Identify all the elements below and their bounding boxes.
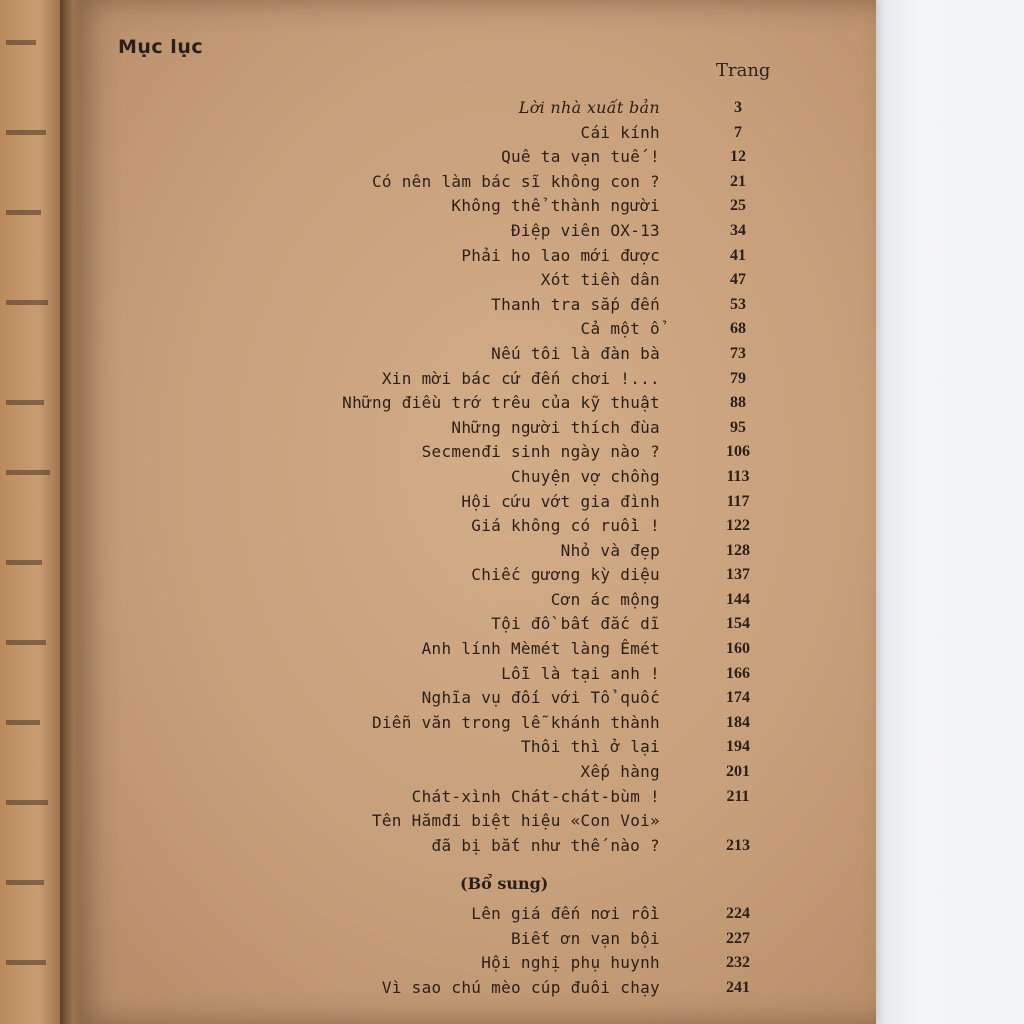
toc-entry-page: 7 xyxy=(734,123,742,141)
toc-entry xyxy=(280,416,800,441)
toc-entry-page: 53 xyxy=(730,295,746,313)
toc-entry-page: 25 xyxy=(730,197,746,215)
toc-entry-title: Giá không có ruồi ! xyxy=(471,516,660,536)
toc-entry xyxy=(280,539,800,564)
toc-entry-page: 166 xyxy=(726,664,750,682)
toc-entry xyxy=(280,976,800,1001)
bleed-text-line xyxy=(6,960,46,965)
toc-entry xyxy=(280,170,800,195)
toc-entry-title: Thanh tra sắp đến xyxy=(491,294,660,314)
toc-entry-title: Quê ta vạn tuế ! xyxy=(501,147,660,167)
toc-entry-page: 224 xyxy=(726,905,750,922)
toc-entry-page: 201 xyxy=(726,763,750,781)
toc-entry xyxy=(280,735,800,760)
toc-entry-title: Có nên làm bác sĩ không con ? xyxy=(371,171,660,191)
toc-entry xyxy=(280,662,800,687)
toc-entry-page: 12 xyxy=(730,148,746,166)
toc-entry xyxy=(280,686,800,711)
bleed-text-line xyxy=(6,720,40,725)
toc-entry-title: Xót tiền dân xyxy=(540,270,660,290)
toc-entry-page: 95 xyxy=(730,418,746,436)
toc-entry-title: Vì sao chú mèo cúp đuôi chạy xyxy=(381,977,660,997)
bleed-text-line xyxy=(6,40,36,45)
toc-entry-page: 68 xyxy=(730,320,746,338)
toc-entry-title: đã bị bắt như thế nào ? xyxy=(431,835,660,855)
toc-entry-page: 137 xyxy=(726,566,750,584)
toc-entry-title: Không thể thành người xyxy=(451,196,660,216)
bleed-text-line xyxy=(6,300,48,305)
toc-entry-page: 41 xyxy=(730,246,746,264)
toc-entry xyxy=(280,391,800,416)
toc-entry-title: Chát-xình Chát-chát-bùm ! xyxy=(411,786,660,806)
page-column-header: Trang xyxy=(716,60,771,81)
toc-entry-title: Anh lính Mèmét làng Êmét xyxy=(421,639,660,659)
toc-entry xyxy=(280,293,800,318)
toc-entry xyxy=(280,342,800,367)
toc-entry-page: 21 xyxy=(730,172,746,190)
toc-entry xyxy=(280,760,800,785)
toc-entry-title: Tội đồ bất đắc dĩ xyxy=(491,614,660,634)
toc-entry-title: Lỗi là tại anh ! xyxy=(501,663,660,683)
toc-entry-page: 113 xyxy=(726,467,750,485)
supplement-list xyxy=(280,902,800,1000)
toc-entry xyxy=(280,194,800,219)
toc-entry xyxy=(280,637,800,662)
toc-entry xyxy=(280,465,800,490)
toc-entry xyxy=(280,367,800,392)
toc-entry-title: Nếu tôi là đàn bà xyxy=(491,343,660,363)
bleed-text-line xyxy=(6,880,44,885)
toc-entry-title: Diễn văn trong lễ khánh thành xyxy=(371,712,660,732)
toc-entry-title: Những điều trớ trêu của kỹ thuật xyxy=(342,393,660,413)
toc-entry-page: 79 xyxy=(730,369,746,387)
toc-entry-page: 241 xyxy=(726,978,750,996)
toc-entry xyxy=(280,902,800,927)
toc-entry xyxy=(280,96,800,121)
toc-entry-title: Thôi thì ở lại xyxy=(520,737,660,757)
toc-entry-title: Cơn ác mộng xyxy=(550,589,660,609)
toc-entry-title: Lời nhà xuất bản xyxy=(518,98,660,117)
toc-entry xyxy=(280,490,800,515)
toc-entry-title: Xin mời bác cứ đến chơi !... xyxy=(381,368,660,388)
toc-entry-title: Biết ơn vạn bội xyxy=(511,928,660,948)
toc-entry-page: 122 xyxy=(726,517,750,535)
toc-entry-page: 73 xyxy=(730,344,746,362)
toc-list xyxy=(280,96,800,858)
toc-entry xyxy=(280,588,800,613)
toc-entry-title: Chuyện vợ chồng xyxy=(511,466,660,486)
toc-entry xyxy=(280,927,800,952)
supplement-heading: (Bổ sung) xyxy=(460,874,549,893)
toc-entry xyxy=(280,563,800,588)
page-title: Mục lục xyxy=(118,36,204,58)
toc-entry xyxy=(280,612,800,637)
toc-entry xyxy=(280,834,800,859)
toc-entry-title: Hội nghị phụ huynh xyxy=(481,953,660,973)
bleed-text-line xyxy=(6,560,42,565)
toc-entry-page: 144 xyxy=(726,590,750,608)
toc-entry-page: 227 xyxy=(726,929,750,947)
toc-entry-page: 160 xyxy=(726,640,750,658)
toc-entry-page: 88 xyxy=(730,394,746,412)
toc-entry-page: 106 xyxy=(726,443,750,461)
toc-entry-page: 194 xyxy=(726,738,750,756)
toc-entry-title: Secmenđi sinh ngày nào ? xyxy=(421,442,660,462)
toc-entry-page: 184 xyxy=(726,713,750,731)
bleed-text-line xyxy=(6,800,48,805)
toc-entry-title: Những người thích đùa xyxy=(451,417,660,437)
toc-entry-title: Tên Hămđi biệt hiệu «Con Voi» xyxy=(371,811,660,831)
toc-entry-page: 128 xyxy=(726,541,750,559)
toc-entry xyxy=(280,219,800,244)
toc-entry-page: 154 xyxy=(726,615,750,633)
toc-entry xyxy=(280,951,800,976)
toc-entry xyxy=(280,145,800,170)
toc-entry-page: 34 xyxy=(730,221,746,239)
toc-entry xyxy=(280,268,800,293)
toc-entry xyxy=(280,440,800,465)
toc-entry-page: 117 xyxy=(726,492,750,510)
toc-entry-page: 174 xyxy=(726,689,750,707)
toc-entry-title: Lên giá đến nơi rồi xyxy=(471,904,660,923)
toc-entry-title: Chiếc gương kỳ diệu xyxy=(471,565,660,585)
book-gutter xyxy=(60,0,82,1024)
background-surface xyxy=(876,0,1024,1024)
toc-entry xyxy=(280,785,800,810)
bleed-text-line xyxy=(6,470,50,475)
bleed-text-line xyxy=(6,130,46,135)
toc-entry xyxy=(280,317,800,342)
toc-entry-title: Nghĩa vụ đối với Tổ quốc xyxy=(421,688,660,708)
toc-entry-page: 232 xyxy=(726,954,750,972)
toc-entry-title: Xếp hàng xyxy=(580,762,660,782)
toc-entry-title: Cả một ổ xyxy=(580,319,660,339)
toc-entry-title: Cái kính xyxy=(580,122,660,142)
bleed-text-line xyxy=(6,210,41,215)
toc-entry-title: Nhỏ và đẹp xyxy=(560,540,660,560)
bleed-text-line xyxy=(6,640,46,645)
toc-entry xyxy=(280,809,800,834)
toc-entry-page: 3 xyxy=(734,99,742,116)
toc-entry-page: 213 xyxy=(726,836,750,854)
toc-entry xyxy=(280,244,800,269)
toc-entry-page: 211 xyxy=(726,787,750,805)
bleed-text-line xyxy=(6,400,44,405)
toc-entry-title: Điệp viên OX-13 xyxy=(511,220,660,240)
toc-entry-page: 47 xyxy=(730,271,746,289)
toc-entry xyxy=(280,514,800,539)
toc-entry xyxy=(280,121,800,146)
toc-entry-title: Phải ho lao mới được xyxy=(461,245,660,265)
toc-entry xyxy=(280,711,800,736)
toc-entry-title: Hội cứu vớt gia đình xyxy=(461,491,660,511)
